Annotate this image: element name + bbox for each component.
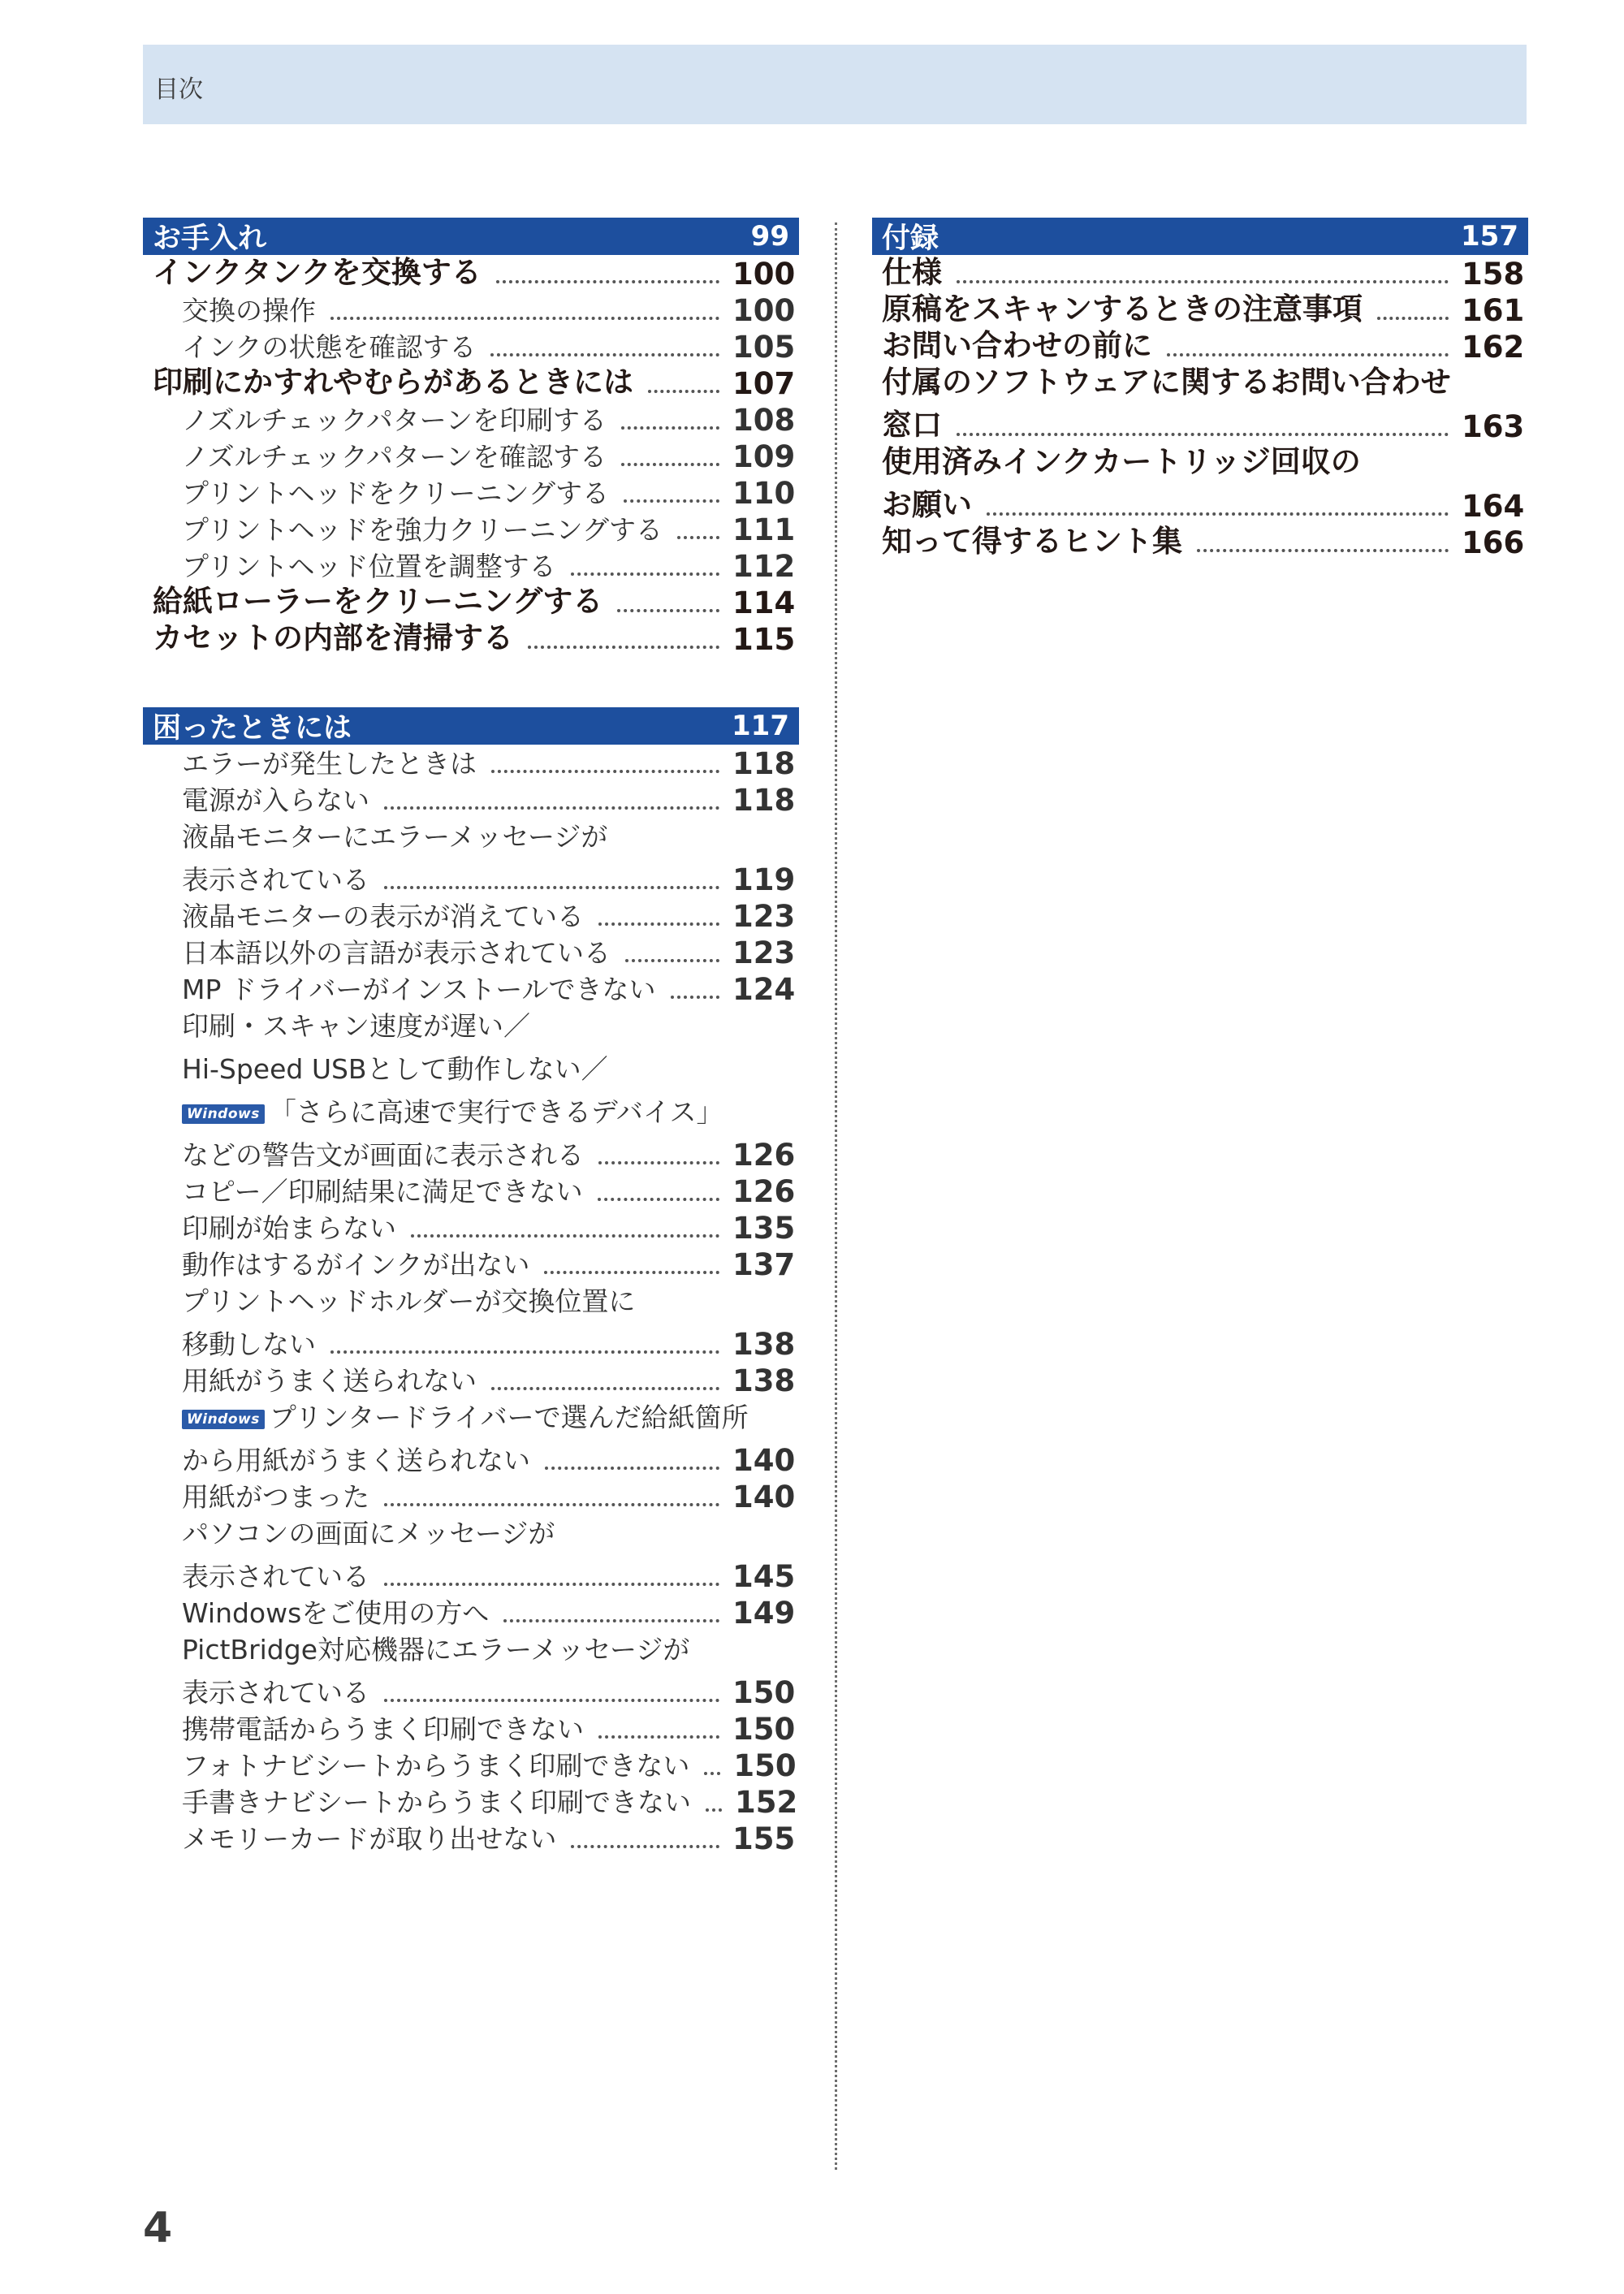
toc-entry-page: 150: [732, 1675, 796, 1710]
toc-entry-line: [182, 1820, 796, 1856]
toc-entry-text: Windows 「さらに高速で実行できるデバイス」: [182, 1091, 723, 1130]
toc-entry-text: 電源が入らない: [182, 784, 369, 816]
toc-entry-line: [182, 1043, 789, 1087]
toc-entry-text: ノズルチェックパターンを印刷する: [182, 404, 607, 436]
dot-leader: [624, 499, 719, 503]
toc-entry-line: [182, 1514, 789, 1551]
toc-entry-page: 145: [732, 1559, 796, 1594]
dot-leader: [384, 806, 719, 810]
toc-entry-page: 155: [732, 1821, 796, 1856]
dot-leader: [528, 646, 719, 649]
toc-entry-line: [182, 1282, 789, 1319]
toc-entry-text: エラーが発生したときは: [182, 748, 477, 780]
toc-entry-text: 日本語以外の言語が表示されている: [182, 937, 611, 969]
toc-list: [143, 745, 799, 1856]
toc-entry[interactable]: [143, 1398, 799, 1478]
toc-entry-text: 知って得するヒント集: [882, 524, 1182, 559]
toc-entry-line: [182, 897, 796, 934]
toc-entry-page: 107: [732, 366, 796, 401]
toc-entry-line: [182, 1631, 789, 1667]
dot-leader: [330, 1350, 719, 1354]
section-title: 困ったときには: [153, 712, 352, 745]
dot-leader: [1377, 317, 1449, 320]
toc-entry-line: [182, 934, 796, 970]
toc-list: [143, 255, 799, 657]
dot-leader: [987, 512, 1449, 516]
toc-entry-page: 138: [732, 1327, 796, 1362]
toc-entry-text: パソコンの画面にメッセージが: [182, 1518, 555, 1549]
toc-entry-text: 印刷が始まらない: [182, 1212, 396, 1244]
dot-leader: [330, 317, 719, 320]
dot-leader: [957, 280, 1449, 283]
toc-entry-line: [182, 745, 796, 781]
toc-entry-page: 100: [732, 257, 796, 292]
dot-leader: [617, 609, 719, 612]
toc-entry-text: インクの状態を確認する: [182, 331, 477, 363]
toc-entry-text: から用紙がうまく送られない: [182, 1445, 530, 1476]
toc-entry-line: [182, 1007, 789, 1043]
toc-entry-line: [182, 1246, 796, 1282]
toc-entry-line: [182, 1478, 796, 1514]
toc-entry-page: 149: [732, 1596, 796, 1631]
toc-entry-line: [182, 1362, 796, 1398]
toc-entry-page: 164: [1462, 489, 1525, 524]
toc-entry-page: 118: [732, 783, 796, 818]
toc-entry-line: [882, 365, 1518, 401]
dot-leader: [648, 390, 719, 393]
toc-entry-page: 124: [732, 972, 796, 1007]
toc-entry-page: 162: [1462, 330, 1525, 365]
toc-entry-text: 手書きナビシートからうまく印刷できない: [182, 1786, 691, 1818]
toc-entry[interactable]: [143, 1007, 799, 1173]
toc-left-column: [143, 218, 799, 1856]
dot-leader: [706, 1808, 722, 1812]
toc-entry-text: ノズルチェックパターンを確認する: [182, 441, 607, 473]
dot-leader: [496, 280, 719, 283]
dot-leader: [503, 1619, 719, 1622]
toc-entry-page: 135: [732, 1211, 796, 1246]
toc-entry-text: 窓口: [882, 408, 942, 443]
toc-entry-text: プリントヘッド位置を調整する: [182, 551, 556, 582]
toc-entry-line: [182, 1130, 796, 1173]
section-heading[interactable]: [143, 707, 799, 745]
toc-entry-page: 123: [732, 935, 796, 970]
toc-entry-line: [182, 818, 789, 854]
toc-list: [872, 255, 1528, 560]
dot-leader: [491, 1387, 719, 1390]
toc-entry[interactable]: [143, 511, 799, 547]
section-title: 付録: [882, 222, 939, 255]
toc-entry-text: Windows プリンタードライバーで選んだ給紙箇所: [182, 1397, 749, 1435]
toc-entry-line: [182, 1667, 796, 1710]
dot-leader: [571, 1845, 719, 1848]
toc-entry-text: 液晶モニターにエラーメッセージが: [182, 821, 608, 853]
toc-entry-text: Hi-Speed USBとして動作しない／: [182, 1053, 608, 1085]
toc-entry[interactable]: [143, 1747, 799, 1783]
toc-entry-page: 140: [732, 1443, 796, 1478]
toc-entry-line: [182, 474, 796, 511]
dot-leader: [957, 433, 1449, 436]
toc-entry[interactable]: [143, 1710, 799, 1747]
toc-entry-text: 仕様: [882, 255, 942, 290]
toc-entry[interactable]: [143, 745, 799, 781]
toc-entry-page: 115: [732, 622, 796, 657]
toc-entry-text: メモリーカードが取り出せない: [182, 1823, 557, 1855]
toc-entry-line: [153, 620, 796, 657]
dot-leader: [1197, 549, 1449, 552]
toc-entry[interactable]: [872, 444, 1528, 524]
toc-entry-text: 原稿をスキャンするときの注意事項: [882, 292, 1363, 326]
dot-leader: [571, 572, 719, 576]
dot-leader: [384, 1699, 719, 1702]
dot-leader: [598, 1198, 719, 1201]
toc-entry[interactable]: [143, 620, 799, 657]
toc-entry-page: 112: [732, 549, 796, 584]
page-number: 4: [143, 2204, 173, 2253]
toc-entry[interactable]: [143, 255, 799, 292]
toc-entry-line: [182, 1209, 796, 1246]
section-page-number: 157: [1461, 220, 1518, 253]
toc-entry-text: 交換の操作: [182, 295, 316, 326]
dot-leader: [621, 426, 719, 430]
toc-entry[interactable]: [143, 1246, 799, 1282]
toc-entry-line: [182, 1710, 796, 1747]
toc-entry[interactable]: [143, 1478, 799, 1514]
dot-leader: [625, 959, 719, 962]
dot-leader: [1167, 353, 1449, 356]
toc-entry-page: 126: [732, 1174, 796, 1209]
toc-entry[interactable]: [143, 1820, 799, 1856]
toc-entry-text: PictBridge対応機器にエラーメッセージが: [182, 1634, 690, 1665]
dot-leader: [384, 886, 719, 889]
section-title: お手入れ: [153, 222, 267, 255]
toc-entry-page: 119: [732, 862, 796, 897]
toc-entry-text: 動作はするがインクが出ない: [182, 1249, 530, 1281]
windows-logo-icon: Windows: [182, 1410, 265, 1429]
toc-entry-line: [182, 1783, 798, 1820]
toc-entry-page: 163: [1462, 409, 1525, 444]
toc-entry[interactable]: [143, 1631, 799, 1710]
toc-entry-line: [182, 292, 796, 328]
header-band: [143, 45, 1527, 124]
toc-entry[interactable]: [872, 524, 1528, 560]
toc-entry-text: カセットの内部を清掃する: [153, 620, 513, 655]
toc-entry[interactable]: [143, 818, 799, 897]
toc-entry-page: 123: [732, 899, 796, 934]
toc-entry-text: 付属のソフトウェアに関するお問い合わせ: [882, 365, 1451, 400]
dot-leader: [598, 922, 719, 926]
toc-entry[interactable]: [143, 781, 799, 818]
toc-entry-text: 用紙がうまく送られない: [182, 1365, 477, 1397]
toc-entry-text: 移動しない: [182, 1328, 316, 1360]
toc-entry[interactable]: [143, 438, 799, 474]
toc-entry-line: [153, 365, 796, 401]
section-gap: [143, 657, 799, 707]
toc-entry-text: お問い合わせの前に: [882, 328, 1152, 363]
windows-logo-icon: Windows: [182, 1104, 265, 1124]
toc-entry[interactable]: [143, 897, 799, 934]
toc-entry-page: 137: [732, 1247, 796, 1282]
dot-leader: [411, 1234, 719, 1238]
toc-entry-line: [153, 255, 796, 292]
toc-entry-text: 表示されている: [182, 1561, 369, 1592]
dot-leader: [491, 770, 719, 773]
toc-entry[interactable]: [143, 934, 799, 970]
toc-entry-line: [182, 401, 796, 438]
section-heading[interactable]: [872, 218, 1528, 255]
toc-entry[interactable]: [143, 365, 799, 401]
toc-entry-line: [182, 1087, 789, 1130]
toc-entry-line: [882, 444, 1518, 481]
toc-entry-text: Windowsをご使用の方へ: [182, 1597, 490, 1629]
toc-entry-text: プリントヘッドをクリーニングする: [182, 477, 610, 509]
toc-entry[interactable]: [872, 365, 1528, 444]
toc-entry-page: 138: [732, 1363, 796, 1398]
toc-entry-text: などの警告文が画面に表示される: [182, 1139, 584, 1171]
toc-entry[interactable]: [143, 1514, 799, 1594]
toc-entry-line: [882, 524, 1525, 560]
dot-leader: [704, 1772, 720, 1775]
toc-entry-page: 166: [1462, 525, 1525, 560]
section-page-number: 99: [750, 220, 789, 253]
dot-leader: [598, 1735, 719, 1739]
toc-entry-text: 携帯電話からうまく印刷できない: [182, 1713, 584, 1745]
toc-entry-page: 109: [732, 439, 796, 474]
dot-leader: [621, 463, 719, 466]
column-divider: [835, 222, 837, 2170]
toc-entry-line: [182, 1435, 796, 1478]
toc-entry-page: 150: [732, 1712, 796, 1747]
toc-entry[interactable]: [143, 474, 799, 511]
toc-entry[interactable]: [143, 1362, 799, 1398]
toc-entry[interactable]: [143, 1209, 799, 1246]
toc-entry-page: 118: [732, 746, 796, 781]
toc-entry-page: 152: [735, 1785, 798, 1820]
dot-leader: [598, 1161, 719, 1164]
toc-entry-page: 158: [1462, 257, 1525, 292]
toc-entry-page: 100: [732, 293, 796, 328]
toc-entry-line: [182, 438, 796, 474]
toc-entry[interactable]: [143, 1594, 799, 1631]
dot-leader: [384, 1583, 719, 1586]
toc-entry-line: [182, 1747, 797, 1783]
toc-entry-page: 161: [1462, 293, 1525, 328]
toc-entry-text: 用紙がつまった: [182, 1481, 369, 1513]
toc-entry-text: プリントヘッドホルダーが交換位置に: [182, 1285, 636, 1317]
toc-entry[interactable]: [143, 1783, 799, 1820]
toc-entry-line: [182, 854, 796, 897]
dot-leader: [671, 996, 719, 999]
toc-entry[interactable]: [143, 1282, 799, 1362]
dot-leader: [545, 1467, 719, 1470]
toc-entry-page: 108: [732, 403, 796, 438]
toc-entry-text: 使用済みインクカートリッジ回収の: [882, 444, 1361, 479]
dot-leader: [677, 536, 719, 539]
toc-entry-text: 液晶モニターの表示が消えている: [182, 901, 584, 932]
toc-entry-line: [182, 1398, 789, 1435]
toc-entry[interactable]: [143, 292, 799, 328]
toc-entry-line: [182, 1319, 796, 1362]
toc-entry[interactable]: [143, 401, 799, 438]
toc-entry-line: [182, 970, 796, 1007]
toc-entry-page: 111: [732, 512, 796, 547]
toc-entry-page: 140: [732, 1480, 796, 1514]
toc-entry-page: 105: [732, 330, 796, 365]
toc-entry-text: 表示されている: [182, 1677, 369, 1709]
toc-entry-text: 表示されている: [182, 864, 369, 896]
dot-leader: [544, 1271, 719, 1274]
toc-right-column: [872, 218, 1528, 560]
toc-entry-line: [182, 1551, 796, 1594]
toc-entry-page: 150: [733, 1748, 797, 1783]
toc-entry-text: 給紙ローラーをクリーニングする: [153, 584, 603, 619]
toc-entry-text: プリントヘッドを強力クリーニングする: [182, 514, 663, 546]
toc-entry-text: MP ドライバーがインストールできない: [182, 974, 656, 1005]
page-title: 目次: [154, 76, 203, 104]
toc-entry-page: 114: [732, 585, 796, 620]
toc-entry-line: [182, 511, 796, 547]
toc-entry-page: 126: [732, 1138, 796, 1173]
toc-entry-text: コピー／印刷結果に満足できない: [182, 1176, 583, 1207]
dot-leader: [490, 353, 719, 356]
toc-entry-page: 110: [732, 476, 796, 511]
toc-entry[interactable]: [143, 970, 799, 1007]
toc-entry-text: インクタンクを交換する: [153, 255, 482, 290]
toc-entry-text: フォトナビシートからうまく印刷できない: [182, 1750, 690, 1782]
dot-leader: [384, 1503, 719, 1506]
toc-entry-line: [182, 1594, 796, 1631]
toc-entry[interactable]: [143, 1173, 799, 1209]
section-page-number: 117: [732, 710, 789, 742]
toc-entry-line: [182, 781, 796, 818]
toc-entry-text: 印刷にかすれやむらがあるときには: [153, 365, 633, 400]
toc-entry-text: 印刷・スキャン速度が遅い／: [182, 1010, 530, 1042]
toc-entry-text: お願い: [882, 487, 972, 522]
toc-entry-line: [182, 1173, 796, 1209]
